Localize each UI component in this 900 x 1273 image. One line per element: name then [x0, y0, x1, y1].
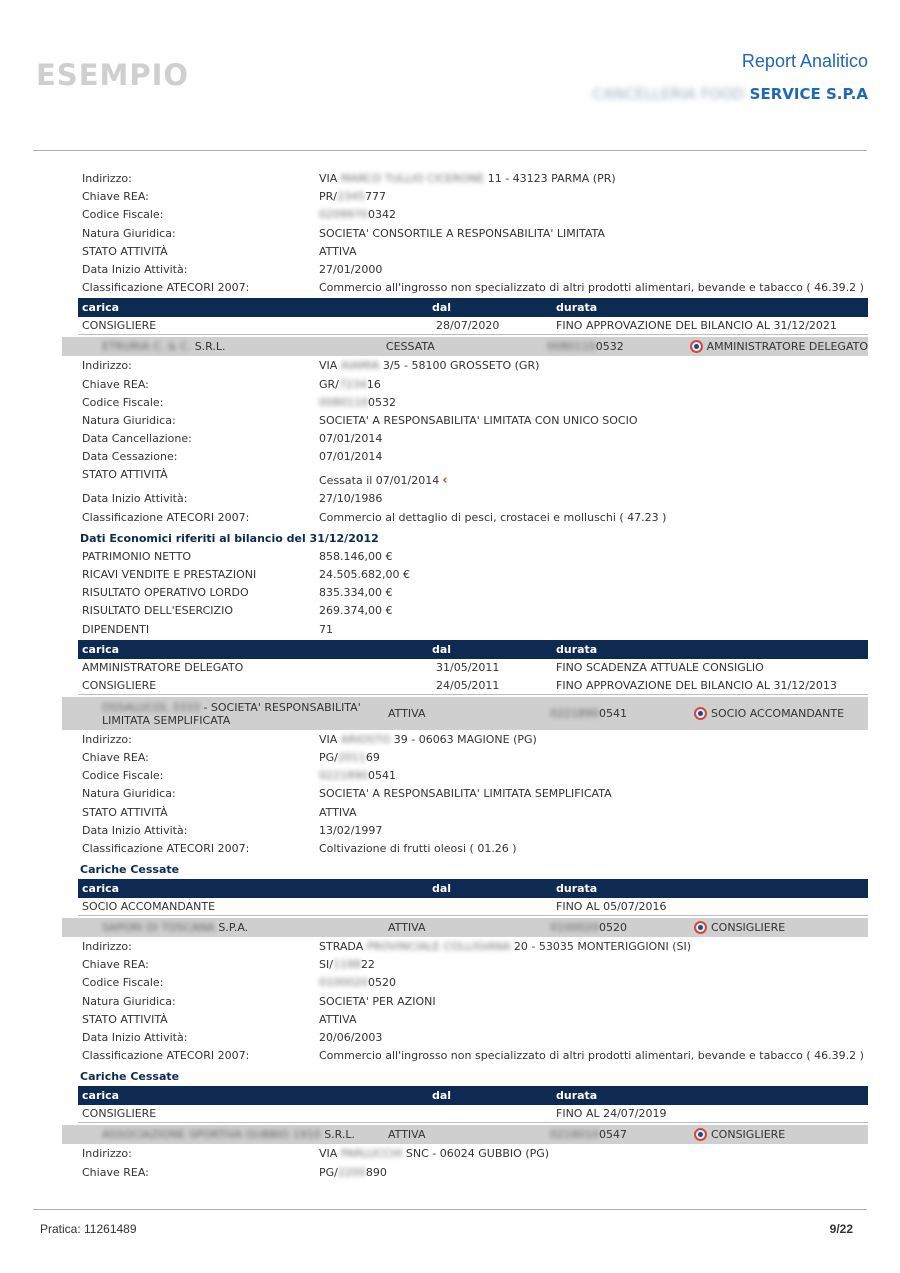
company-bar-cf: 02180100547: [550, 1128, 627, 1142]
field-row: Indirizzo: VIA AIAMIA 3/5 - 58100 GROSSETO (GR): [82, 359, 540, 373]
bottom-divider: [33, 1209, 867, 1210]
person-role-icon: [694, 707, 707, 720]
report-content: [78, 170, 868, 1182]
economic-data-title: Dati Economici riferiti al bilancio del 31/12/2012: [80, 531, 379, 545]
table-row: CONSIGLIERE 24/05/2011 FINO APPROVAZIONE DEL BILANCIO AL 31/12/2013: [78, 677, 868, 695]
field-row: STATO ATTIVITÀ ATTIVA: [82, 244, 357, 258]
company-bar-name: OSSALUCOL 3333 - SOCIETA' RESPONSABILITA' LIMITATA SEMPLIFICATA: [102, 701, 361, 728]
field-row: RISULTATO DELL'ESERCIZIO 269.374,00 €: [82, 604, 393, 618]
table-row: CONSIGLIERE 28/07/2020 FINO APPROVAZIONE DEL BILANCIO AL 31/12/2021: [78, 317, 868, 335]
field-row: PATRIMONIO NETTO 858.146,00 €: [82, 549, 393, 563]
field-row: Indirizzo: STRADA PROVINCIALE COLLIGIANA 20 - 53035 MONTERIGGIONI (SI): [82, 940, 691, 954]
company-name-suffix: SERVICE S.P.A: [749, 85, 868, 103]
person-role-icon: [694, 921, 707, 934]
field-row: Classificazione ATECORI 2007: Coltivazione di frutti oleosi ( 01.26 ): [82, 841, 517, 855]
company-bar-cf: 02218900541: [550, 706, 627, 720]
person-role-icon: [694, 1128, 707, 1141]
field-row: Chiave REA: PG/201169: [82, 750, 380, 764]
person-role-icon: [690, 340, 703, 353]
table-header: carica dal durata: [78, 1086, 868, 1105]
table-row: SOCIO ACCOMANDANTE FINO AL 05/07/2016: [78, 898, 868, 916]
report-title: Report Analitico: [741, 51, 868, 71]
company-bar[interactable]: [62, 1125, 868, 1144]
company-bar[interactable]: [62, 337, 868, 356]
table-header: carica dal durata: [78, 640, 868, 659]
table-header: carica dal durata: [78, 298, 868, 317]
field-row: DIPENDENTI 71: [82, 622, 333, 636]
field-row: Data Inizio Attività: 27/01/2000: [82, 262, 383, 276]
field-row: RISULTATO OPERATIVO LORDO 835.334,00 €: [82, 586, 393, 600]
field-row: Data Cancellazione: 07/01/2014: [82, 432, 383, 446]
company-bar[interactable]: [62, 918, 868, 937]
practice-number: Pratica: 11261489: [40, 1222, 137, 1236]
company-name: [593, 85, 868, 103]
field-row: Indirizzo: VIA MARCO TULLIO CICERONE 11 - 43123 PARMA (PR): [82, 172, 616, 185]
field-row: Classificazione ATECORI 2007: Commercio all'ingrosso non specializzato di altri prodotti alimentari, bevande e tabacco ( 46.39.2 ): [82, 281, 864, 295]
field-row: STATO ATTIVITÀ ATTIVA: [82, 805, 357, 819]
company-fields: [78, 938, 868, 1065]
field-row: Data Inizio Attività: 20/06/2003: [82, 1031, 383, 1044]
field-row: Natura Giuridica: SOCIETA' A RESPONSABILITA' LIMITATA CON UNICO SOCIO: [82, 413, 638, 427]
company-bar-role: AMMINISTRATORE DELEGATO: [688, 337, 868, 356]
field-row: Chiave REA: GR/723416: [82, 377, 381, 391]
field-row: Data Inizio Attività: 13/02/1997: [82, 823, 383, 837]
company-bar-cf: 00801100532: [546, 340, 624, 354]
field-row: Chiave REA: SI/119822: [82, 958, 375, 972]
table-row: CONSIGLIERE FINO AL 24/07/2019: [78, 1105, 868, 1123]
field-row: Natura Giuridica: SOCIETA' CONSORTILE A RESPONSABILITA' LIMITATA: [82, 226, 605, 240]
field-row: Chiave REA: PG/2200890: [82, 1165, 387, 1179]
field-row: RICAVI VENDITE E PRESTAZIONI 24.505.682,00 €: [82, 568, 410, 581]
field-row: Codice Fiscale: 02099700342: [82, 208, 396, 222]
company-bar-role: SOCIO ACCOMANDANTE: [692, 707, 868, 720]
ceased-roles-title: Cariche Cessate: [80, 1070, 180, 1084]
company-bar-role: CONSIGLIERE: [692, 1125, 868, 1144]
watermark: ESEMPIO: [36, 58, 190, 92]
field-row: Natura Giuridica: SOCIETA' A RESPONSABILITA' LIMITATA SEMPLIFICATA: [82, 787, 612, 801]
company-bar[interactable]: [62, 697, 868, 730]
table-row: AMMINISTRATORE DELEGATO 31/05/2011 FINO SCADENZA ATTUALE CONSIGLIO: [82, 660, 764, 674]
field-row: Data Cessazione: 07/01/2014: [82, 450, 383, 464]
company-bar-name: SAPORI DI TOSCANA S.P.A.: [102, 921, 249, 935]
field-row: STATO ATTIVITÀ ATTIVA: [82, 1012, 357, 1026]
field-row: Codice Fiscale: 01000200520: [82, 976, 396, 990]
company-bar-role: CONSIGLIERE: [692, 918, 868, 937]
company-bar-name: ASSOCIAZIONE SPORTIVA GUBBIO 1910 S.R.L.: [102, 1128, 356, 1142]
company-bar-status: ATTIVA: [388, 1128, 426, 1142]
field-row: Classificazione ATECORI 2007: Commercio all'ingrosso non specializzato di altri prodotti alimentari, bevande e tabacco ( 46.39.2 ): [82, 1049, 864, 1063]
field-row: Codice Fiscale: 00801100532: [82, 395, 396, 409]
company-name-redacted: CANCELLERIA FOOD: [592, 85, 745, 103]
page-number: 9/22: [829, 1222, 853, 1236]
table-header: carica dal durata: [78, 879, 868, 898]
field-row: Indirizzo: VIA ARIOSTO 39 - 06063 MAGIONE (PG): [82, 732, 537, 746]
chevron-left-icon: ‹: [442, 473, 448, 489]
field-row: Classificazione ATECORI 2007: Commercio al dettaglio di pesci, crostacei e molluschi ( 47.23 ): [82, 510, 667, 524]
field-row: Codice Fiscale: 02218900541: [82, 769, 396, 783]
company-bar-status: ATTIVA: [388, 706, 426, 720]
company-fields: [78, 731, 868, 858]
field-row: Indirizzo: VIA PARLUCCHI SNC - 06024 GUBBIO (PG): [82, 1147, 550, 1161]
company-fields: [78, 357, 868, 527]
company-bar-status: CESSATA: [385, 340, 435, 354]
economic-data: [78, 548, 868, 639]
first-company-fields: [78, 170, 868, 297]
field-row: STATO ATTIVITÀ Cessata il 07/01/2014 ‹: [82, 468, 448, 489]
company-bar-name: ETRURIA C. & C. S.R.L.: [102, 340, 226, 354]
ceased-roles-title: Cariche Cessate: [80, 863, 180, 877]
company-bar-cf: 01000200520: [550, 921, 627, 935]
top-divider: [33, 150, 867, 151]
field-row: Data Inizio Attività: 27/10/1986: [82, 492, 383, 506]
field-row: Natura Giuridica: SOCIETA' PER AZIONI: [82, 994, 436, 1008]
company-bar-status: ATTIVA: [388, 921, 426, 935]
company-fields: [78, 1145, 868, 1181]
field-row: Chiave REA: PR/2345777: [82, 190, 386, 204]
